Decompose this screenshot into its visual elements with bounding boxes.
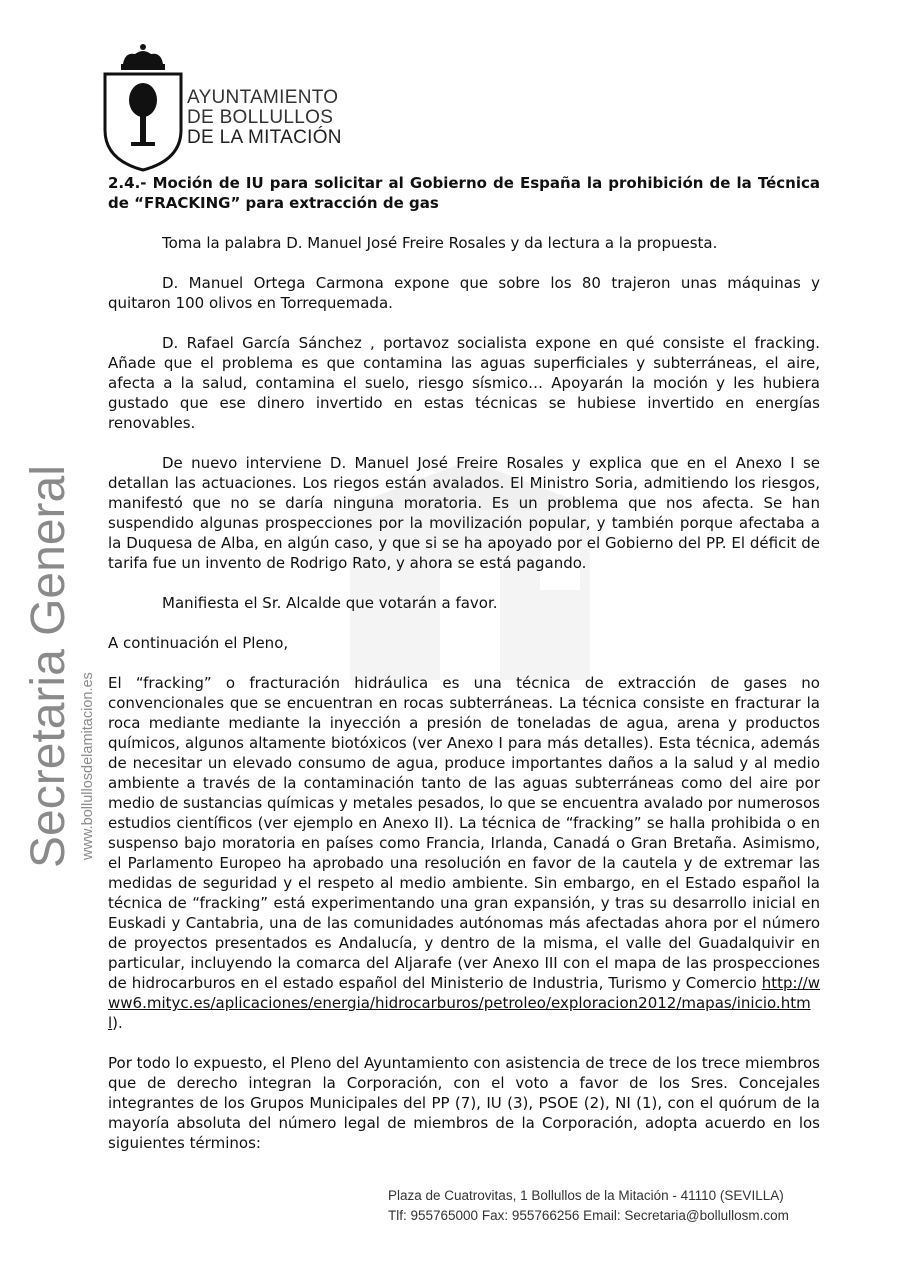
logo-line: DE LA MITACIÓN bbox=[187, 127, 342, 148]
footer-address: Plaza de Cuatrovitas, 1 Bollullos de la Mitación - 41110 (SEVILLA) bbox=[388, 1188, 784, 1203]
logo-line: DE BOLLULLOS bbox=[187, 107, 334, 128]
logo-line: AYUNTAMIENTO bbox=[187, 87, 339, 108]
paragraph: D. Manuel Ortega Carmona expone que sobre los 80 trajeron unas máquinas y quitaron 100 olivos en Torrequemada. bbox=[108, 274, 820, 312]
paragraph: D. Rafael García Sánchez , portavoz socialista expone en qué consiste el fracking. Añade que el problema es que contamina las aguas superficiales y subterráneas, el aire, afecta a la salud, contamina el suelo, riesgo sísmico… Apoyarán la moción y les hubiera gustado que ese dinero invertido en estas técnicas se hubiese invertido en energías renovables. bbox=[108, 334, 820, 432]
paragraph: Manifiesta el Sr. Alcalde que votarán a favor. bbox=[162, 594, 498, 612]
paragraph: Toma la palabra D. Manuel José Freire Rosales y da lectura a la propuesta. bbox=[162, 234, 718, 252]
paragraph-end: ). bbox=[112, 1014, 123, 1032]
ministry-map-link[interactable]: http://www6.mityc.es/aplicaciones/energia/hidrocarburos/petroleo/exploracion2012/mapas/inicio.html bbox=[108, 974, 820, 1032]
website-stamp: www.bollullosdelamitacion.es bbox=[80, 672, 96, 860]
paragraph: Por todo lo expuesto, el Pleno del Ayuntamiento con asistencia de trece de los trece miembros que de derecho integran la Corporación, con el voto a favor de los Sres. Concejales integrantes de los Grupos Municipales del PP (7), IU (3), PSOE (2), NI (1), con el quórum de la mayoría absoluta del número legal de miembros de la Corporación, adopta acuerdo en los siguientes términos: bbox=[108, 1054, 820, 1152]
document-body bbox=[108, 173, 820, 1173]
paragraph: De nuevo interviene D. Manuel José Freire Rosales y explica que en el Anexo I se detallan las actuaciones. Los riegos están avalados. El Ministro Soria, admitiendo los riesgos, manifestó que no se daría ninguna moratoria. Es un problema que nos afecta. Se han suspendido algunas prospecciones por la movilización popular, y también porque afectaba a la Duquesa de Alba, en algún caso, y que si se ha apoyado por el Gobierno del PP. El déficit de tarifa fue un invento de Rodrigo Rato, y ahora se está pagando. bbox=[108, 454, 820, 572]
municipality-logo bbox=[103, 42, 343, 172]
department-stamp: Secretaria General bbox=[22, 465, 75, 868]
page-footer bbox=[388, 1186, 828, 1226]
logo-wordmark bbox=[187, 88, 342, 148]
paragraph-text: El “fracking” o fracturación hidráulica es una técnica de extracción de gases no convencionales que se encuentran en rocas subterráneas. La técnica consiste en fracturar la roca mediante mediante la inyección a presión de toneladas de agua, arena y productos químicos, algunos altamente biotóxicos (ver Anexo I para más detalles). Esta técnica, además de necesitar un elevado consumo de agua, produce importantes daños a la salud y al medio ambiente a través de la contaminación tanto de las aguas subterráneas como del aire por medio de sustancias químicas y metales pesados, lo que se encuentra avalado por numerosos estudios científicos (ver ejemplo en Anexo II). La técnica de “fracking” se halla prohibida o en suspenso bajo moratoria en países como Francia, Irlanda, Canadá o Gran Bretaña. Asimismo, el Parlamento Europeo ha aprobado una resolución en favor de la cautela y de extremar las medidas de seguridad y el respeto al medio ambiente. Sin embargo, en el Estado español la técnica de “fracking” está experimentando una gran expansión, y tras su desarrollo inicial en Euskadi y Cantabria, una de las comunidades autónomas más afectadas ahora por el número de proyectos presentados es Andalucía, y dentro de la misma, el valle del Guadalquivir en particular, incluyendo la comarca del Aljarafe (ver Anexo III con el mapa de las prospecciones de hidrocarburos en el estado español del Ministerio de Industria, Turismo y Comercio bbox=[108, 674, 820, 992]
paragraph bbox=[108, 673, 820, 1033]
footer-contact: Tlf: 955765000 Fax: 955766256 Email: Secretaria@bollullosm.com bbox=[388, 1208, 789, 1223]
crown-icon bbox=[121, 44, 165, 70]
paragraph: A continuación el Pleno, bbox=[108, 634, 289, 652]
section-title: 2.4.- Moción de IU para solicitar al Gobierno de España la prohibición de la Técnica de “FRACKING” para extracción de gas bbox=[108, 174, 820, 212]
